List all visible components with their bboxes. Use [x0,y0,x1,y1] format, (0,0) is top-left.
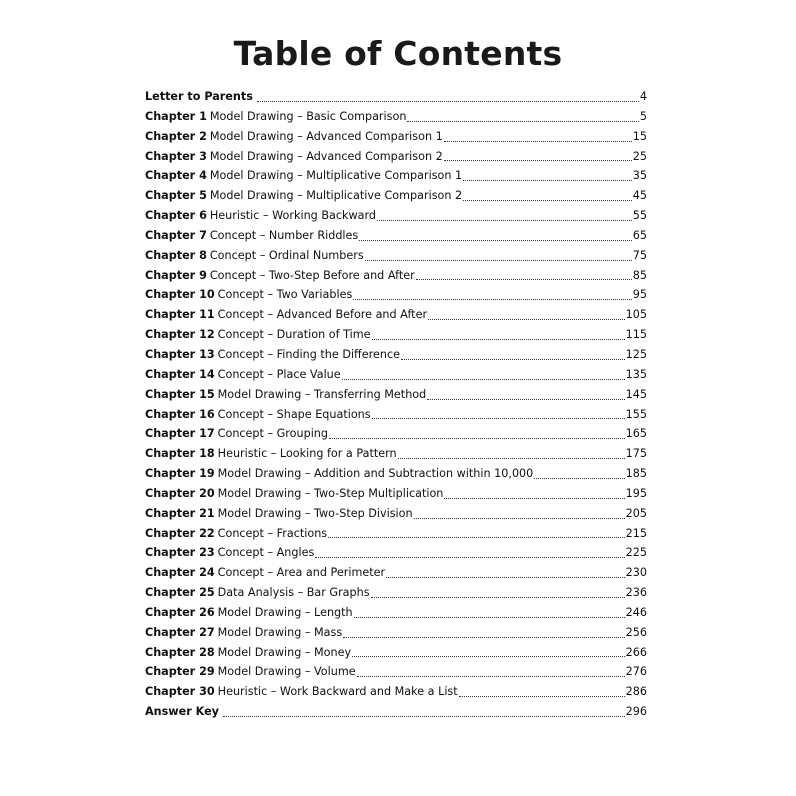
toc-entry-label [145,623,342,643]
toc-entry [145,107,647,127]
dot-leader [343,636,624,638]
toc-entry-page-number: 266 [625,645,647,659]
toc-entry-title: Concept – Two Variables [217,288,353,302]
toc-entry-chapter: Chapter 5 [145,189,207,203]
toc-entry [145,186,647,206]
toc-entry [145,504,647,524]
toc-entry-chapter: Chapter 6 [145,209,207,223]
toc-entry-page-number: 185 [625,467,647,481]
page-title: Table of Contents [233,34,563,73]
dot-leader [329,437,625,439]
toc-entry-page-number: 236 [625,586,647,600]
toc-entry-title: Model Drawing – Advanced Comparison 2 [209,149,443,163]
toc-entry-chapter: Chapter 10 [145,288,215,302]
toc-entry [145,285,647,305]
toc-entry-chapter: Chapter 12 [145,328,215,342]
toc-entry-label [145,643,351,663]
toc-entry-page-number: 286 [625,685,647,699]
dot-leader [398,457,625,459]
toc-entry-page-number: 135 [625,367,647,381]
toc-entry [145,127,647,147]
toc-entry [145,266,647,286]
toc-entry [145,385,647,405]
toc-entry-page-number: 15 [632,129,647,143]
toc-entry [145,623,647,643]
toc-entry-page-number: 230 [625,566,647,580]
toc-entry-chapter: Chapter 23 [145,546,215,560]
toc-entry-chapter: Chapter 19 [145,467,215,481]
toc-entry-label [145,563,385,583]
dot-leader [353,298,631,300]
toc-entry [145,464,647,484]
toc-entry-title: Concept – Two-Step Before and After [209,268,415,282]
toc-entry-label [145,524,327,544]
toc-entry-chapter: Chapter 3 [145,149,207,163]
toc-entry-label [145,365,341,385]
toc-entry-chapter: Chapter 27 [145,625,215,639]
toc-entry-chapter: Chapter 4 [145,169,207,183]
toc-entry-page-number: 35 [632,169,647,183]
toc-entry-title: Model Drawing – Basic Comparison [209,109,407,123]
toc-entry [145,325,647,345]
toc-entry-label [145,543,314,563]
toc-entry-label [145,127,443,147]
dot-leader [342,378,625,380]
toc-entry-label [145,87,256,107]
toc-entry-chapter: Chapter 2 [145,129,207,143]
toc-entry-chapter: Chapter 25 [145,586,215,600]
dot-leader [357,675,625,677]
toc-entry-page-number: 296 [625,705,647,719]
toc-entry-label [145,325,371,345]
toc-entry [145,662,647,682]
toc-entry-chapter: Chapter 15 [145,387,215,401]
toc-entry-page-number: 125 [625,347,647,361]
toc-entry-title: Data Analysis – Bar Graphs [217,586,370,600]
toc-entry-title: Heuristic – Working Backward [209,209,377,223]
toc-entry-label [145,385,426,405]
toc-entry-label [145,464,533,484]
dot-leader [386,576,625,578]
dot-leader [371,596,625,598]
toc-entry-chapter: Chapter 22 [145,526,215,540]
dot-leader [354,616,625,618]
toc-entry-chapter: Chapter 16 [145,407,215,421]
toc-entry-title: Heuristic – Work Backward and Make a List [217,685,458,699]
toc-entry-label [145,166,462,186]
toc-entry-title: Concept – Angles [217,546,315,560]
toc-entry-title: Model Drawing – Volume [217,665,356,679]
dot-leader [377,219,632,221]
toc-entry-page-number: 195 [625,486,647,500]
toc-entry-title: Model Drawing – Addition and Subtraction within 10,000 [217,467,534,481]
toc-entry-page-number: 246 [625,605,647,619]
toc-entry-label [145,444,397,464]
toc-entry-chapter: Chapter 7 [145,228,207,242]
toc-entry-page-number: 5 [639,109,647,123]
toc-entry-title: Model Drawing – Money [217,645,352,659]
dot-leader [444,497,624,499]
toc-entry-label [145,226,358,246]
toc-entry-title: Concept – Number Riddles [209,228,359,242]
dot-leader [401,358,625,360]
toc-entry-page-number: 115 [625,328,647,342]
toc-entry-page-number: 155 [625,407,647,421]
toc-entry-title: Model Drawing – Transferring Method [217,387,427,401]
toc-entry-title: Concept – Shape Equations [217,407,371,421]
toc-entry-label [145,345,400,365]
toc-entry-title: Concept – Grouping [217,427,328,441]
toc-entry-title: Heuristic – Looking for a Pattern [217,447,397,461]
toc-entry [145,643,647,663]
toc-entry-label [145,682,458,702]
toc-entry [145,682,647,702]
table-of-contents [145,87,647,722]
toc-entry-title: Concept – Fractions [217,526,328,540]
toc-entry-label [145,147,443,167]
toc-entry-title: Concept – Area and Perimeter [217,566,386,580]
toc-entry [145,365,647,385]
toc-entry-title: Model Drawing – Two-Step Division [217,506,413,520]
toc-entry-chapter: Chapter 21 [145,506,215,520]
toc-entry [145,246,647,266]
toc-entry-chapter: Chapter 8 [145,248,207,262]
toc-entry-page-number: 45 [632,189,647,203]
dot-leader [372,417,625,419]
toc-entry [145,405,647,425]
toc-entry-label [145,484,443,504]
toc-entry [145,226,647,246]
toc-entry [145,345,647,365]
toc-entry-page-number: 55 [632,209,647,223]
toc-entry-chapter: Chapter 18 [145,447,215,461]
toc-entry-page-number: 225 [625,546,647,560]
toc-entry-label [145,583,370,603]
toc-entry-chapter: Chapter 30 [145,685,215,699]
toc-entry-page-number: 85 [632,268,647,282]
toc-entry-chapter: Chapter 17 [145,427,215,441]
toc-entry-title: Model Drawing – Multiplicative Comparison 1 [209,169,463,183]
toc-entry [145,147,647,167]
dot-leader [407,120,638,122]
toc-entry-label [145,662,356,682]
toc-entry-page-number: 145 [625,387,647,401]
toc-entry [145,543,647,563]
toc-entry-page-number: 75 [632,248,647,262]
toc-entry-title: Model Drawing – Two-Step Multiplication [217,486,444,500]
toc-entry-page-number: 256 [625,625,647,639]
toc-entry-chapter: Chapter 28 [145,645,215,659]
toc-entry-title: Concept – Duration of Time [217,328,371,342]
toc-entry [145,563,647,583]
toc-entry-chapter: Answer Key [145,705,219,719]
toc-entry-label [145,246,364,266]
toc-entry-label [145,603,353,623]
toc-entry-title: Concept – Ordinal Numbers [209,248,364,262]
toc-entry-page-number: 175 [625,447,647,461]
dot-leader [315,556,624,558]
toc-entry-label [145,504,413,524]
toc-entry [145,305,647,325]
toc-entry-page-number: 4 [639,90,647,103]
toc-entry [145,603,647,623]
toc-entry-label [145,206,376,226]
toc-entry-chapter: Chapter 11 [145,308,215,322]
toc-entry-chapter: Chapter 29 [145,665,215,679]
toc-entry-chapter: Chapter 14 [145,367,215,381]
dot-leader [428,318,625,320]
toc-entry [145,166,647,186]
toc-entry-chapter: Chapter 26 [145,605,215,619]
dot-leader [223,715,625,717]
toc-entry-page-number: 65 [632,228,647,242]
toc-entry [145,583,647,603]
toc-entry-page-number: 165 [625,427,647,441]
toc-entry-page-number: 95 [632,288,647,302]
dot-leader [416,278,632,280]
toc-entry-title: Concept – Finding the Difference [217,347,400,361]
toc-entry [145,87,647,107]
toc-entry-title: Model Drawing – Length [217,605,353,619]
toc-entry [145,484,647,504]
toc-entry-title: Model Drawing – Advanced Comparison 1 [209,129,443,143]
toc-entry-chapter: Chapter 9 [145,268,207,282]
toc-entry-title: Model Drawing – Multiplicative Comparison 2 [209,189,463,203]
toc-entry-page-number: 276 [625,665,647,679]
dot-leader [372,338,625,340]
toc-entry-label [145,266,415,286]
toc-entry-label [145,285,352,305]
dot-leader [534,477,624,479]
toc-entry-label [145,305,427,325]
toc-entry-title: Concept – Place Value [217,367,341,381]
dot-leader [444,159,632,161]
toc-entry-title: Model Drawing – Mass [217,625,343,639]
toc-entry-label [145,424,328,444]
toc-entry-chapter: Chapter 13 [145,347,215,361]
toc-entry-label [145,702,222,722]
dot-leader [463,179,632,181]
dot-leader [444,140,632,142]
toc-entry-title: Concept – Advanced Before and After [217,308,428,322]
toc-entry-label [145,186,462,206]
dot-leader [459,695,625,697]
dot-leader [365,259,632,261]
toc-entry [145,424,647,444]
dot-leader [359,239,631,241]
toc-entry-label [145,405,371,425]
toc-entry-chapter: Chapter 1 [145,109,207,123]
toc-entry [145,702,647,722]
toc-entry [145,524,647,544]
toc-entry-page-number: 25 [632,149,647,163]
dot-leader [463,199,632,201]
dot-leader [414,517,625,519]
toc-entry-page-number: 205 [625,506,647,520]
toc-entry-chapter: Chapter 20 [145,486,215,500]
toc-entry [145,444,647,464]
dot-leader [257,100,639,102]
toc-entry-label [145,107,406,127]
toc-entry-page-number: 105 [625,308,647,322]
dot-leader [427,398,624,400]
toc-entry [145,206,647,226]
toc-entry-chapter: Letter to Parents [145,90,253,103]
dot-leader [352,655,625,657]
toc-entry-chapter: Chapter 24 [145,566,215,580]
toc-entry-page-number: 215 [625,526,647,540]
dot-leader [328,536,625,538]
